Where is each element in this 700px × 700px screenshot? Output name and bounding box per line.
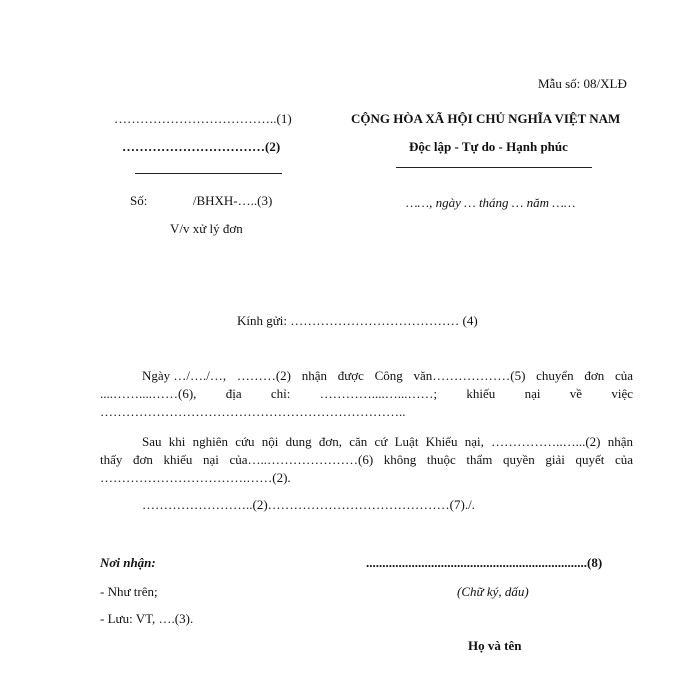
national-motto: Độc lập - Tự do - Hạnh phúc	[409, 139, 568, 154]
date-placeholder: Ngày …/…./…,	[142, 368, 227, 383]
word: nại	[524, 386, 541, 401]
paragraph-2-line-2: thấy đơn khiếu nại của…..…………………(6) không thuộc thẩm quyền giải quyết của	[100, 452, 633, 467]
nation-title: CỘNG HÒA XÃ HỘI CHỦ NGHĨA VIỆT NAM	[351, 111, 621, 126]
paragraph-1-line-3: ……………………………………………………………..	[100, 404, 406, 419]
word: ………(2)	[236, 368, 292, 383]
document-subject: V/v xử lý đơn	[170, 221, 243, 236]
paragraph-1-line-2	[100, 385, 633, 403]
paragraph-1-line-1	[100, 367, 633, 385]
word: Công	[374, 368, 403, 383]
left-header-underline	[135, 173, 282, 174]
body-paragraph-1	[100, 367, 633, 421]
recipient-item-2: - Lưu: VT, ….(3).	[100, 611, 194, 626]
agency-line-2: ……………………………(2)	[122, 139, 281, 154]
paragraph-2-line-1: Sau khi nghiên cứu nội dung đơn, căn cứ Luật Khiếu nại, ……………..…...(2) nhận	[142, 434, 633, 449]
recipient-item-1: - Như trên;	[100, 584, 158, 599]
word: của	[614, 368, 633, 383]
word: việc	[611, 386, 633, 401]
motto-underline	[396, 167, 592, 168]
signer-title-line: ....................................................................(8)	[366, 555, 603, 570]
word: ....……....……(6),	[100, 386, 197, 401]
form-code: Mẫu số: 08/XLĐ	[538, 76, 627, 91]
word: địa	[225, 386, 242, 401]
recipients-label: Nơi nhận:	[100, 555, 156, 570]
word: nhận	[301, 368, 327, 383]
agency-line-1: ………………………………..(1)	[114, 111, 292, 126]
word: khiếu	[466, 386, 496, 401]
body-paragraph-3: ……………………..(2)……………………………………(7)./.	[142, 497, 475, 512]
word: …………....…...……;	[319, 386, 438, 401]
word: chuyển	[536, 368, 574, 383]
word: được	[337, 368, 364, 383]
date-line: ……, ngày … tháng … năm ……	[406, 195, 576, 210]
paragraph-2-line-3: …………………………….……(2).	[100, 470, 291, 485]
word: chỉ:	[270, 386, 291, 401]
word: văn………………(5)	[413, 368, 526, 383]
recipient-line: Kính gửi: ………………………………… (4)	[237, 313, 478, 328]
body-paragraph-2	[100, 433, 633, 487]
document-number: Số: /BHXH-…..(3)	[130, 193, 273, 208]
signature-note: (Chữ ký, dấu)	[457, 584, 529, 599]
word: đơn	[584, 368, 605, 383]
signer-name: Họ và tên	[468, 638, 522, 653]
word: về	[569, 386, 583, 401]
